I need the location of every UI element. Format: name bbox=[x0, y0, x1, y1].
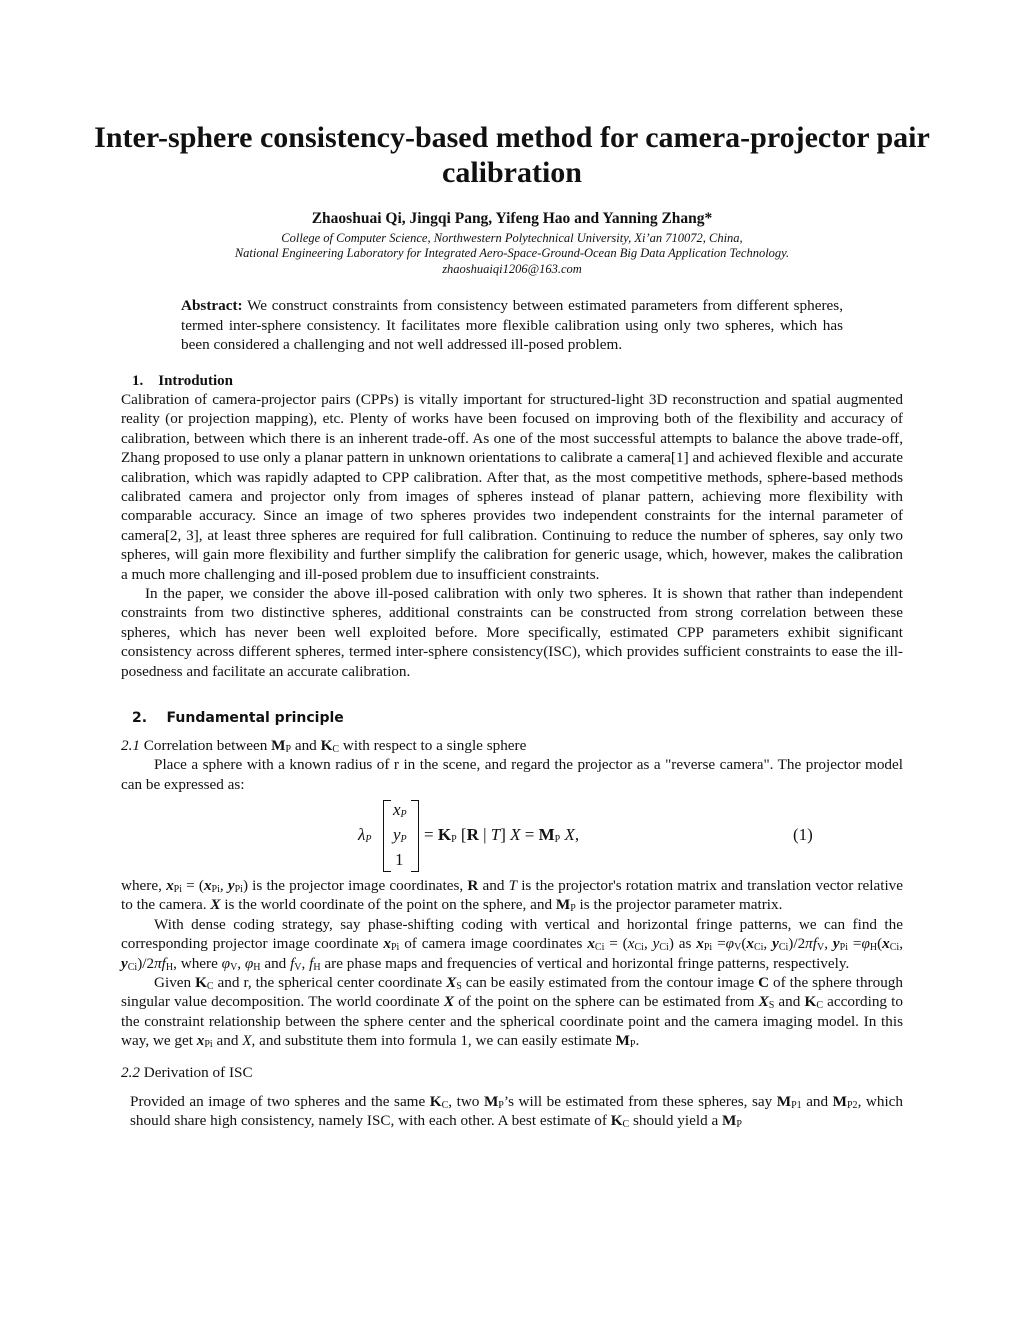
affiliation-1: College of Computer Science, Northwestern Polytechnical University, Xi’an 710072, China, bbox=[281, 231, 743, 245]
bracket-right bbox=[411, 800, 419, 872]
subsection-heading: 2.1 Correlation between $M_P$ and $K_C$ with respect to a single sphere bbox=[121, 737, 527, 755]
paragraph: Provided an image of two spheres and the same $K_C$, two $M_P’s$ will be estimated from these spheres, say $M_{P1}$ and $M_{P2}$, which should share high consistency, namely ISC, with each other. A best estimate of $K_C$ should yield a $M_P$ bbox=[130, 1093, 904, 1131]
eq-xp: $x_P$ bbox=[393, 800, 407, 820]
equation-1 bbox=[121, 800, 903, 872]
paragraph: Calibration of camera-projector pairs (CPPs) is vitally important for structured-light 3D reconstruction and spatial augmented reality (or projection mapping), etc. Plenty of works have been focused on improving both of the flexibility and accuracy of calibration, between which there is an inherent trade-off. As one of the most successful attempts to balance the above trade-off, Zhang proposed to use only a planar pattern in unknown orientations to calibrate a camera[1] and achieved flexible and accurate calibration, which was rapidly adapted to CPP calibration. After that, as the most competitive methods, sphere-based methods calibrated camera and projector only from images of spheres instead of planar pattern, achieving more flexibility with comparable accuracy. Since an image of two spheres provides two independent constraints for the internal parameter of camera[2, 3], at least three spheres are required for full calibration. Continuing to reduce the number of spheres, say only two spheres, will gain more flexibility and further simplify the calibration for generic usage, which, however, makes the calibration a much more challenging and ill-posed problem due to insufficient constraints. bbox=[121, 391, 903, 583]
section-fundamental-principle bbox=[121, 710, 903, 794]
eq-one: 1 bbox=[395, 850, 404, 869]
email: zhaoshuaiqi1206@163.com bbox=[442, 262, 582, 276]
paper-title: Inter-sphere consistency-based method for camera-projector pair calibration bbox=[94, 121, 930, 189]
paragraph: Place a sphere with a known radius of r in the scene, and regard the projector as a "reverse camera". The projector model can be expressed as: bbox=[121, 756, 903, 793]
paragraph: With dense coding strategy, say phase-shifting coding with vertical and horizontal fringe patterns, we can find the corresponding projector image coordinate $x_{Pi}$ of camera image coordinates $x_{Ci} = (x_{Ci}$, $y_{Ci}$) as $x_{Pi} =\varphi_V(x_{Ci}$, $y_{Ci})/2\pi f_V$, $y_{Pi} =\varphi_H(x_{Ci}$, $y_{Ci})/2\pi f_H$, where $\varphi_V$, $\varphi_H$ and $f_V$, $f_H$ are phase maps and frequencies of vertical and horizontal fringe patterns, respectively. bbox=[121, 915, 904, 973]
abstract-label: Abstract: bbox=[181, 297, 243, 314]
section-fundamental-continued bbox=[121, 876, 903, 1131]
section-introduction bbox=[121, 373, 903, 681]
section-heading: 2. Fundamental principle bbox=[132, 710, 344, 726]
paragraph: In the paper, we consider the above ill-posed calibration with only two spheres. It is shown that rather than independent constraints from two distinctive spheres, additional constraints can be constructed from strong correlation between these spheres, which has never been well exploited before. More specifically, estimated CPP parameters exhibit significant consistency across different spheres, termed inter-sphere consistency(ISC), which provides sufficient constraints to ease the ill-posedness and facilitate an accurate calibration. bbox=[121, 585, 903, 680]
section-heading: 1. Introdution bbox=[132, 373, 234, 389]
abstract-text: We construct constraints from consistency between estimated parameters from different spheres, termed inter-sphere consistency. It facilitates more flexible calibration using only two spheres, which has been considered a challenging and not well addressed ill-posed problem. bbox=[181, 297, 843, 353]
eq-yp: $y_P$ bbox=[393, 825, 407, 845]
affiliation-2: National Engineering Laboratory for Integrated Aero-Space-Ground-Ocean Big Data Application Technology. bbox=[234, 246, 790, 260]
authors: Zhaoshuai Qi, Jingqi Pang, Yifeng Hao and Yanning Zhang* bbox=[311, 210, 713, 227]
eq-lambda: $\lambda_P$ bbox=[358, 825, 372, 845]
paragraph: where, $x_{Pi} = (x_{Pi}$, $y_{Pi}$) is the projector image coordinates, R and T is the projector's rotation matrix and translation vector relative to the camera. X is the world coordinate of the point on the sphere, and $M_P$ is the projector parameter matrix. bbox=[121, 877, 903, 915]
equation-number: (1) bbox=[793, 825, 813, 844]
bracket-left bbox=[383, 800, 391, 872]
paragraph: Given $K_C$ and r, the spherical center coordinate $X_S$ can be easily estimated from the contour image C of the sphere through singular value decomposition. The world coordinate X of the point on the sphere can be estimated from $X_S$ and $K_C$ according to the constraint relationship between the sphere center and the spherical coordinate point and the camera imaging model. In this way, we get $x_{Pi}$ and X, and substitute them into formula 1, we can easily estimate $M_P$. bbox=[121, 974, 903, 1051]
abstract bbox=[181, 296, 843, 355]
subsection-heading: 2.2 Derivation of ISC bbox=[121, 1063, 253, 1081]
eq-rhs: = $K_P$ [R | T] $X = M_P$ X, bbox=[424, 825, 580, 845]
